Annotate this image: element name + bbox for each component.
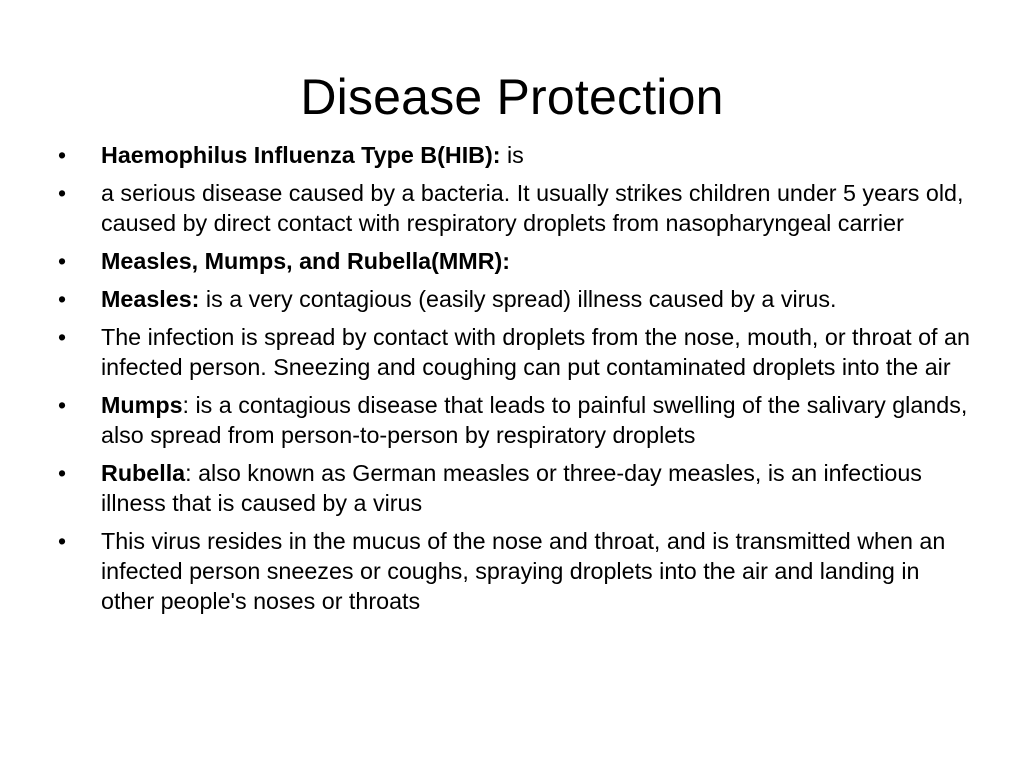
bullet-item-measles [58, 284, 973, 314]
bullet-item-hib-description [58, 178, 973, 238]
bullet-list [58, 140, 973, 624]
bullet-icon: • [58, 460, 67, 486]
bullet-item-hib [58, 140, 973, 170]
bullet-text: a serious disease caused by a bacteria. It usually strikes children under 5 years old, caused by direct contact with respiratory droplets from nasopharyngeal carrier [101, 180, 964, 236]
bullet-item-rubella [58, 458, 973, 518]
bullet-item-mumps [58, 390, 973, 450]
bullet-item-measles-spread [58, 322, 973, 382]
slide-title: Disease Protection [300, 69, 724, 125]
bullet-icon: • [58, 142, 67, 168]
bullet-bold-text: Measles: [101, 286, 200, 312]
bullet-bold-text: Rubella [101, 460, 186, 486]
bullet-icon: • [58, 248, 67, 274]
bullet-icon: • [58, 180, 67, 206]
bullet-text: : also known as German measles or three-day measles, is an infectious illness that is caused by a virus [101, 460, 922, 516]
bullet-text: is a very contagious (easily spread) illness caused by a virus. [199, 286, 837, 312]
bullet-text: : is a contagious disease that leads to painful swelling of the salivary glands, also spread from person-to-person by respiratory droplets [101, 392, 968, 448]
bullet-icon: • [58, 392, 67, 418]
bullet-icon: • [58, 528, 67, 554]
bullet-icon: • [58, 286, 67, 312]
bullet-bold-text: Mumps [101, 392, 183, 418]
bullet-icon: • [58, 324, 67, 350]
bullet-item-mmr [58, 246, 973, 276]
bullet-text: This virus resides in the mucus of the nose and throat, and is transmitted when an infected person sneezes or coughs, spraying droplets into the air and landing in other people's noses or throats [101, 528, 946, 614]
bullet-bold-text: Haemophilus Influenza Type B(HIB): [101, 142, 501, 168]
bullet-bold-text: Measles, Mumps, and Rubella(MMR): [101, 248, 511, 274]
bullet-item-virus-transmission [58, 526, 973, 616]
bullet-text: The infection is spread by contact with droplets from the nose, mouth, or throat of an infected person. Sneezing and coughing can put contaminated droplets into the air [101, 324, 970, 380]
bullet-text: is [500, 142, 524, 168]
